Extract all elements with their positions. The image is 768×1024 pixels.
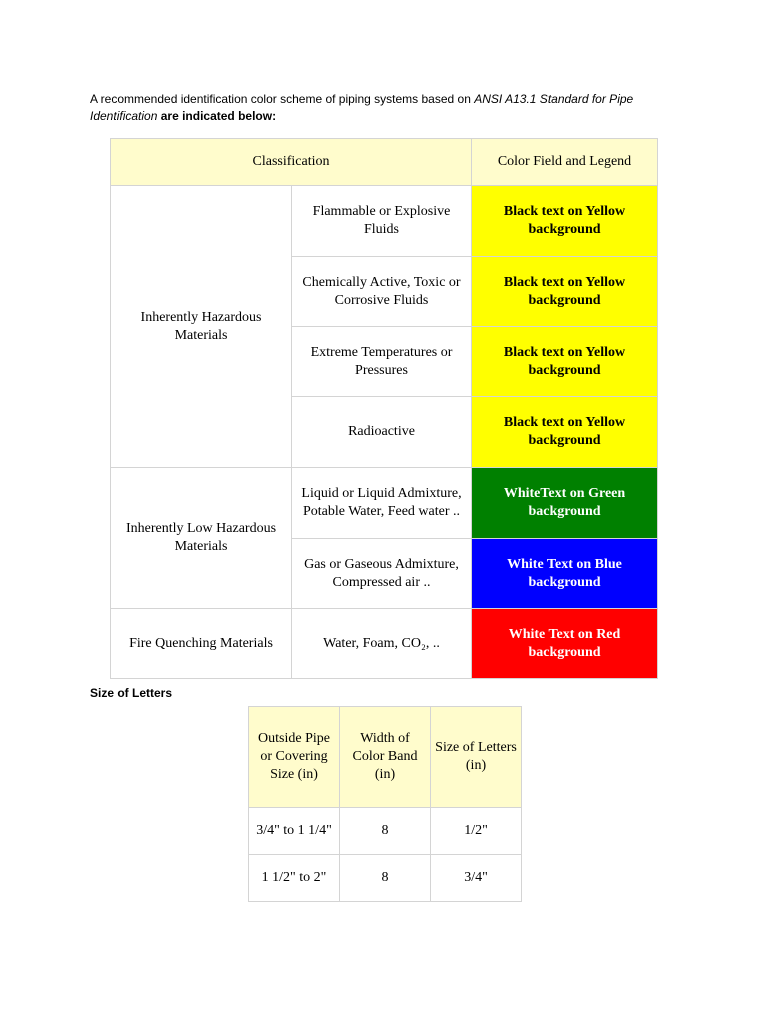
header-band-width: Width of Color Band (in) <box>340 707 431 808</box>
material-cell: Flammable or Explosive Fluids <box>292 186 472 257</box>
size-table <box>248 706 522 902</box>
classification-table <box>110 138 658 679</box>
material-cell: Gas or Gaseous Admixture, Compressed air .. <box>292 539 472 609</box>
header-color-legend: Color Field and Legend <box>472 139 658 186</box>
group-fire-quenching: Fire Quenching Materials <box>111 609 292 679</box>
material-cell: Extreme Temperatures or Pressures <box>292 327 472 397</box>
intro-paragraph <box>90 91 650 125</box>
table-row <box>111 609 658 679</box>
standard-name: ANSI A13.1 Standard for Pipe Identification <box>90 92 634 123</box>
legend-cell: Black text on Yellow background <box>472 186 658 257</box>
size-header-row <box>249 707 522 808</box>
group-hazardous: Inherently Hazardous Materials <box>111 186 292 468</box>
pipe-size-cell: 1 1/2" to 2" <box>249 855 340 902</box>
letter-size-cell: 1/2" <box>431 808 522 855</box>
legend-cell: White Text on Blue background <box>472 539 658 609</box>
material-cell: Radioactive <box>292 397 472 468</box>
legend-cell: Black text on Yellow background <box>472 327 658 397</box>
group-low-hazardous: Inherently Low Hazardous Materials <box>111 468 292 609</box>
legend-cell: Black text on Yellow background <box>472 257 658 327</box>
intro-text-end: are indicated below: <box>157 109 277 123</box>
legend-cell: White Text on Red background <box>472 609 658 679</box>
table-row <box>111 468 658 539</box>
material-cell: Water, Foam, CO₂, .. <box>292 609 472 679</box>
band-width-cell: 8 <box>340 855 431 902</box>
table-row <box>111 186 658 257</box>
letter-size-cell: 3/4" <box>431 855 522 902</box>
header-letter-size: Size of Letters (in) <box>431 707 522 808</box>
header-classification: Classification <box>111 139 472 186</box>
material-cell: Chemically Active, Toxic or Corrosive Fluids <box>292 257 472 327</box>
pipe-size-cell: 3/4" to 1 1/4" <box>249 808 340 855</box>
band-width-cell: 8 <box>340 808 431 855</box>
legend-cell: Black text on Yellow background <box>472 397 658 468</box>
table-header-row <box>111 139 658 186</box>
table-row <box>249 808 522 855</box>
size-heading: Size of Letters <box>90 686 173 700</box>
material-cell: Liquid or Liquid Admixture, Potable Water, Feed water .. <box>292 468 472 539</box>
table-row <box>249 855 522 902</box>
header-pipe-size: Outside Pipe or Covering Size (in) <box>249 707 340 808</box>
intro-text: A recommended identification color scheme of piping systems based on <box>90 92 475 106</box>
legend-cell: WhiteText on Green background <box>472 468 658 539</box>
